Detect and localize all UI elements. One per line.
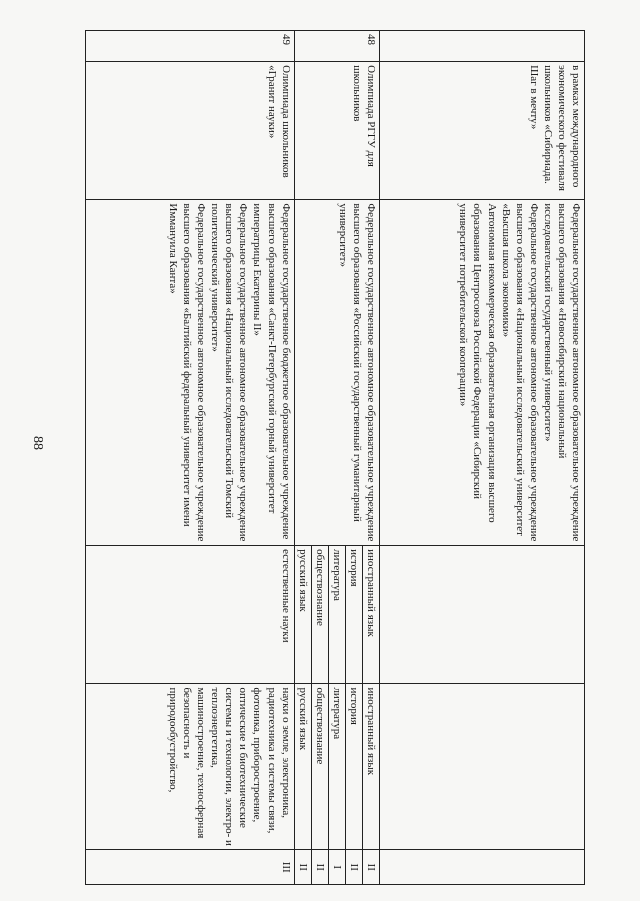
- level-item: II: [362, 850, 379, 884]
- olympiad-name: Олимпиада РГГУ для школьников: [294, 62, 379, 200]
- organizers: [380, 200, 585, 546]
- level-item: II: [345, 850, 362, 884]
- table-row: [294, 31, 379, 885]
- olympiad-name: Олимпиада школьников «Гранит науки»: [86, 62, 295, 200]
- level-item: II: [311, 850, 328, 884]
- subject-cell: [294, 684, 379, 850]
- subject-cell: науки о земле, электроника, радиотехника и системы связи, фотоника, приборостроение, оптические и биотехнические системы и технологии, электро- и теплоэнергетика, машиностроение, техносферная безопасность и природообустройство,: [86, 684, 295, 850]
- level-item: I: [328, 850, 345, 884]
- level-cell: [380, 850, 585, 885]
- level-cell: [294, 850, 379, 885]
- profile-cell: естественные науки: [86, 546, 295, 684]
- level-cell: III: [86, 850, 295, 885]
- profile-item: русский язык: [296, 549, 309, 612]
- subject-item: иностранный язык: [362, 684, 379, 849]
- subject-cell: [380, 684, 585, 850]
- olympiad-name: в рамках международного экономического фестиваля школьников «Сибириада. Шаг в мечту»: [380, 62, 585, 200]
- organizer: Федеральное государственное автономное образовательное учреждение высшего образования «Национальный исследовательский университет «Высшая школа экономики»: [499, 203, 540, 542]
- profile-item: литература: [328, 546, 345, 683]
- table-row: [380, 31, 585, 885]
- organizer: Автономная некоммерческая образовательная организация высшего образования Центросоюза Российской Федерации «Сибирский университет потребительской кооперации»: [457, 203, 498, 523]
- table-row: [86, 31, 295, 885]
- organizer: Федеральное государственное автономное образовательное учреждение высшего образования «Новосибирский национальный исследовательский государственный университет»: [541, 203, 582, 542]
- subject-item: обществознание: [311, 684, 328, 849]
- organizers: [294, 200, 379, 546]
- rotated-table-area: [85, 30, 585, 885]
- profile-item: история: [345, 546, 362, 683]
- row-number: 49: [86, 31, 295, 62]
- olympiad-table: [85, 30, 585, 885]
- organizer: Федеральное государственное автономное образовательное учреждение высшего образования «Балтийский федеральный университет имени Иммануила Канта»: [166, 203, 208, 542]
- profile-cell: [380, 546, 585, 684]
- level-item: II: [296, 863, 309, 871]
- subject-item: литература: [328, 684, 345, 849]
- profile-item: иностранный язык: [362, 546, 379, 683]
- profile-item: обществознание: [311, 546, 328, 683]
- subject-item: история: [345, 684, 362, 849]
- row-number: [380, 31, 585, 62]
- profile-cell: [294, 546, 379, 684]
- page-number: 88: [30, 436, 45, 450]
- organizer: Федеральное государственное автономное образовательное учреждение высшего образования «Российский государственный гуманитарный университет»: [336, 203, 377, 542]
- organizer: Федеральное государственное автономное образовательное учреждение высшего образования «Национальный исследовательский Томский политехнический университет»: [209, 203, 250, 542]
- organizers: [86, 200, 295, 546]
- organizer: Федеральное государственное бюджетное образовательное учреждение высшего образования «Санкт-Петербургский горный университет императрицы Екатерины II»: [251, 203, 292, 540]
- subject-item: русский язык: [296, 687, 309, 751]
- row-number: 48: [294, 31, 379, 62]
